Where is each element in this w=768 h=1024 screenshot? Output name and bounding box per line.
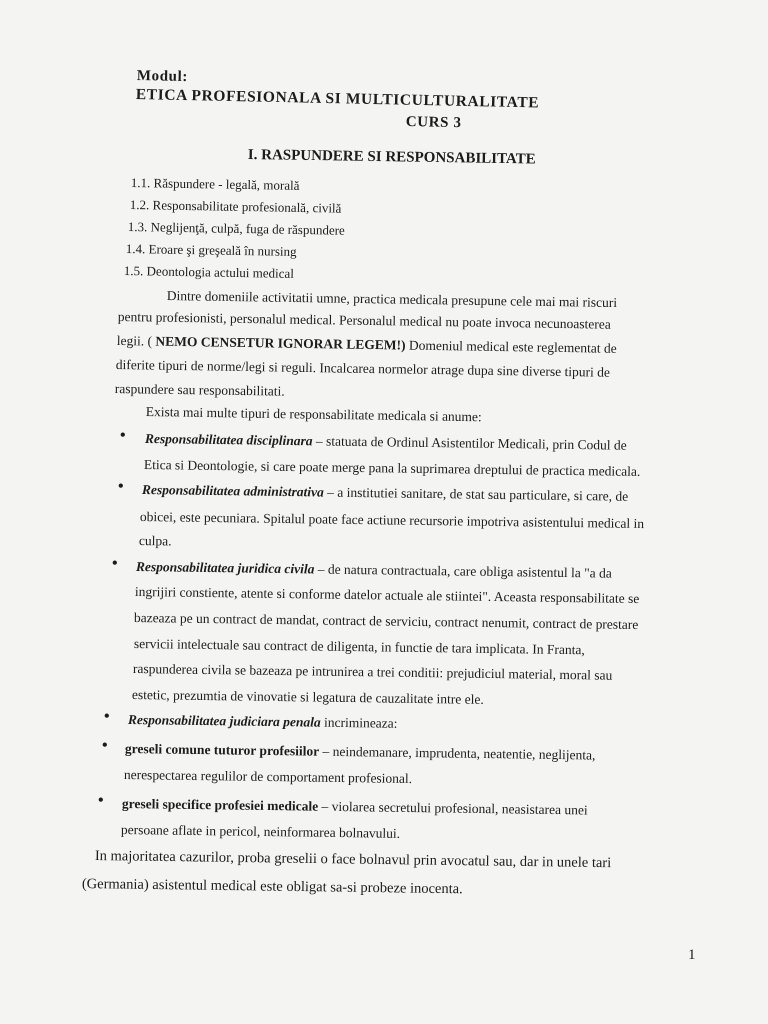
bullet-line — [122, 796, 588, 819]
bullet-line: nerespectarea regulilor de comportament profesional. — [123, 767, 413, 787]
text-run: Domeniul medical este reglementat de — [405, 337, 617, 356]
text-run: – de natura contractuala, care obliga asistentul la "a da — [314, 561, 612, 581]
bullet-line: culpa. — [138, 533, 172, 549]
course-title: ETICA PROFESIONALA SI MULTICULTURALITATE — [135, 86, 540, 112]
bullet-line — [136, 559, 612, 582]
section-title: I. RASPUNDERE SI RESPONSABILITATE — [247, 147, 536, 168]
latin-maxim: NEMO CENSETUR IGNORAR LEGEM!) — [152, 333, 406, 353]
toc-item: 1.4. Eroare şi greşeală în nursing — [125, 241, 297, 259]
paragraph-line: Dintre domeniile activitatii umne, practica medicala presupune cele mai mai riscuri — [166, 288, 618, 311]
bullet-line: ingrijiri constiente, atente si conforme datelor actuale ale stiintei". Aceasta responsabilitate se — [134, 584, 640, 607]
bullet-dot-icon: • — [118, 478, 124, 495]
bullet-term: greseli comune tuturor profesiilor — [124, 741, 320, 759]
bullet-line: raspunderea civila se bazeaza pe intrunirea a trei conditii: prejudiciul material, moral sau — [132, 661, 613, 683]
text-run: – statuata de Ordinul Asistentilor Medicali, prin Codul de — [312, 433, 627, 453]
bullet-line: servicii intelectuale sau contract de diligenta, in functie de tara implicata. In Franta, — [133, 636, 585, 658]
bullet-line — [125, 741, 596, 764]
bullet-dot-icon: • — [98, 792, 104, 809]
paragraph-line — [117, 333, 617, 357]
toc-item: 1.3. Neglijenţă, culpă, fuga de răspundere — [127, 219, 345, 238]
paragraph-line: (Germania) asistentul medical este obligat sa-si probeze inocenta. — [81, 876, 463, 898]
bullet-line: Etica si Deontologie, si care poate merge pana la suprimarea dreptului de practica medicala. — [143, 457, 641, 479]
course-number: CURS 3 — [405, 114, 462, 132]
text-run: – violarea secretului profesional, neasistarea unei — [318, 798, 588, 818]
text-run: – neindemanare, imprudenta, neatentie, neglijenta, — [319, 743, 596, 763]
toc-item: 1.1. Răspundere - legală, morală — [130, 175, 300, 193]
bullet-line — [142, 482, 628, 505]
module-label: Modul: — [136, 68, 189, 86]
text-run: legii. ( — [116, 333, 153, 349]
bullet-line: estetic, prezumtia de vinovatie si legatura de cauzalitate intre ele. — [131, 687, 484, 707]
paragraph-line: raspundere sau responsabilitati. — [114, 381, 285, 399]
bullet-line: persoane aflate in pericol, neinformarea bolnavului. — [120, 822, 401, 841]
bullet-term: Responsabilitatea disciplinara — [144, 431, 313, 449]
paragraph-line: In majoritatea cazurilor, proba greselii o face bolnavul prin avocatul sau, dar in unele tari — [94, 848, 612, 872]
bullet-dot-icon: • — [104, 708, 110, 725]
bullet-term: Responsabilitatea administrativa — [141, 482, 324, 500]
text-run: – a institutiei sanitare, de stat sau particulare, si care, de — [323, 484, 629, 504]
bullet-dot-icon: • — [102, 737, 108, 754]
paragraph-line: pentru profesionisti, personalul medical. Personalul medical nu poate invoca necunoasterea — [117, 309, 611, 332]
bullet-term: Responsabilitatea juridica civila — [135, 559, 315, 577]
bullet-line: bazeaza pe un contract de mandat, contract de serviciu, contract nenumit, contract de prestare — [133, 610, 639, 633]
bullet-line: obicei, este pecuniara. Spitalul poate face actiune recursorie impotriva asistentului medical in — [139, 509, 645, 532]
bullet-term: greseli specifice profesiei medicale — [121, 796, 319, 814]
types-intro: Exista mai multe tipuri de responsabilitate medicala si anume: — [145, 404, 482, 425]
bullet-line — [128, 712, 398, 732]
text-run: incrimineaza: — [320, 714, 398, 731]
toc-item: 1.5. Deontologia actului medical — [123, 263, 295, 281]
bullet-dot-icon: • — [112, 555, 118, 572]
toc-item: 1.2. Responsabilitate profesională, civilă — [129, 197, 342, 216]
bullet-term: Responsabilitatea judiciara penala — [127, 712, 321, 730]
bullet-line — [145, 431, 627, 454]
bullet-dot-icon: • — [120, 427, 126, 444]
paragraph-line: diferite tipuri de norme/legi si reguli. Incalcarea normelor atrage dupa sine diverse tipuri de — [115, 357, 611, 380]
page-number: 1 — [688, 947, 696, 963]
